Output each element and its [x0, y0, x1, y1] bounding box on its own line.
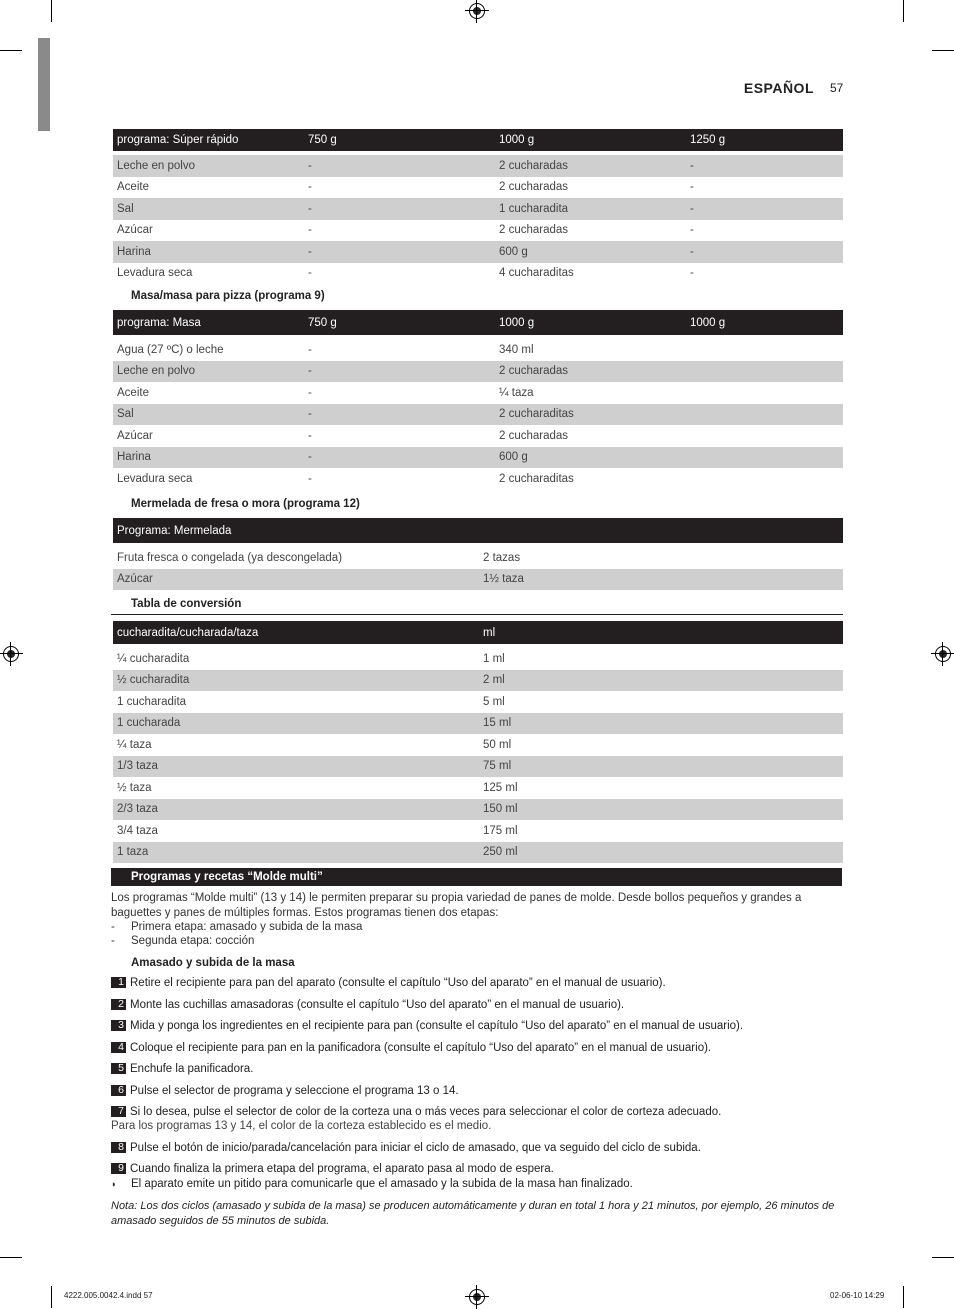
step-item: [111, 1163, 554, 1175]
table-cell: -: [686, 241, 843, 263]
mermelada-heading: Mermelada de fresa o mora (programa 12): [131, 498, 360, 510]
step-number: 1: [111, 977, 126, 988]
table-header-cell: 1000 g: [495, 310, 686, 335]
table-cell: -: [690, 181, 694, 194]
table-cell: [686, 339, 843, 361]
page-number: 57: [830, 81, 844, 95]
step-number: 2: [111, 999, 126, 1010]
table-cell: Aceite: [117, 386, 149, 399]
table-cell: -: [304, 198, 495, 220]
crop-mark: [903, 0, 904, 22]
step-number: 8: [111, 1142, 126, 1153]
registration-mark-icon: [469, 1289, 485, 1305]
footer-date: 02-06-10 14:29: [830, 1291, 885, 1300]
table-cell: -: [304, 241, 495, 263]
crop-mark: [0, 50, 22, 51]
table-row: [113, 670, 843, 692]
table-cell: Azúcar: [113, 569, 479, 591]
step-number: 7: [111, 1106, 126, 1117]
step-text: Retire el recipiente para pan del aparato (consulte el capítulo “Uso del aparato” en el manual de usuario).: [130, 977, 666, 989]
table-row: [113, 339, 843, 361]
table-cell: ½ taza: [117, 781, 152, 794]
table-cell: Azúcar: [117, 429, 153, 442]
table-cell: Leche en polvo: [113, 361, 304, 383]
step-item: [111, 999, 624, 1011]
table-cell: Harina: [113, 447, 304, 469]
step-number: 4: [111, 1042, 126, 1053]
table-cell: -: [304, 404, 495, 426]
table-cell: -: [308, 472, 312, 485]
language-header: ESPAÑOL: [743, 80, 814, 96]
crop-mark: [932, 1257, 954, 1258]
table-row: [113, 468, 843, 490]
table-cell: Azúcar: [117, 224, 153, 237]
table-cell: -: [308, 224, 312, 237]
step-7-note: Para los programas 13 y 14, el color de la corteza establecido es el medio.: [111, 1120, 492, 1132]
stage-list-item: - Segunda etapa: cocción: [111, 935, 255, 947]
table-cell: -: [690, 224, 694, 237]
table-row: [113, 361, 843, 383]
section-title-bar: Programas y recetas “Molde multi”: [111, 868, 842, 886]
table-row: [113, 382, 843, 404]
table-cell: 2 cucharaditas: [499, 472, 574, 485]
crop-mark: [51, 0, 52, 22]
table-row: [113, 820, 843, 842]
table-header-cell: 750 g: [304, 129, 495, 151]
table-cell: 340 ml: [499, 343, 534, 356]
side-tab-marker: [38, 38, 50, 131]
step-text: Si lo desea, pulse el selector de color de la corteza una o más veces para seleccionar el color de corteza adecuado.: [130, 1106, 722, 1118]
table-cell: ¼ taza: [117, 738, 152, 751]
table-cell: 1 cucharadita: [495, 198, 686, 220]
table-cell: 2 cucharadas: [499, 181, 569, 194]
table-cell: 4 cucharaditas: [499, 267, 574, 280]
table-cell: Levadura seca: [117, 472, 193, 485]
intro-paragraph: Los programas “Molde multi” (13 y 14) le permiten preparar su propia variedad de panes de molde. Desde bollos pequeños y grandes a baguettes y panes de múltiples formas. Estos programas tienen dos etapas:: [111, 892, 802, 919]
registration-mark-icon: [935, 646, 951, 662]
table-cell: 2 cucharadas: [495, 361, 686, 383]
table-header-cell: 1000 g: [686, 310, 843, 335]
table-row: [113, 198, 843, 220]
table-cell: 1 cucharadita: [117, 695, 187, 708]
table-cell: -: [690, 267, 694, 280]
table-cell: 2 ml: [479, 670, 843, 692]
stage-text: Segunda etapa: cocción: [131, 935, 255, 947]
table-row: [113, 155, 843, 177]
table-cell: ¼ cucharadita: [117, 652, 190, 665]
crop-mark: [0, 1257, 22, 1258]
table-super-rapido: [113, 129, 843, 284]
table-cell: [686, 382, 843, 404]
masa-heading: Masa/masa para pizza (programa 9): [131, 290, 325, 302]
amasado-heading: Amasado y subida de la masa: [131, 957, 295, 969]
step-item: [111, 1020, 743, 1032]
table-header-cell: Programa: Mermelada: [113, 518, 843, 543]
table-cell: 2/3 taza: [113, 799, 479, 821]
table-cell: 15 ml: [479, 713, 843, 735]
table-cell: 600 g: [495, 447, 686, 469]
table-row: [113, 425, 843, 447]
table-cell: 1/3 taza: [113, 756, 479, 778]
table-cell: Fruta fresca o congelada (ya descongelada): [117, 551, 343, 564]
table-cell: Leche en polvo: [113, 155, 304, 177]
table-cell: [686, 361, 843, 383]
result-arrow-icon: ◗: [111, 1179, 117, 1189]
table-header-cell: ml: [479, 621, 843, 644]
table-cell: ½ cucharadita: [113, 670, 479, 692]
table-cell: Sal: [113, 198, 304, 220]
conversion-heading: Tabla de conversión: [131, 598, 242, 610]
step-item: [111, 1142, 701, 1154]
table-cell: 2 tazas: [483, 551, 521, 564]
step-text: Pulse el selector de programa y seleccione el programa 13 o 14.: [130, 1085, 459, 1097]
step-text: Pulse el botón de inicio/parada/cancelación para iniciar el ciclo de amasado, que va seguido del ciclo de subida.: [130, 1142, 701, 1154]
step-item: [111, 977, 666, 989]
table-cell: Sal: [113, 404, 304, 426]
table-cell: -: [304, 361, 495, 383]
table-header-cell: cucharadita/cucharada/taza: [113, 621, 479, 644]
table-cell: 2 cucharadas: [495, 155, 686, 177]
table-mermelada: [113, 518, 843, 590]
step-item: [111, 1063, 253, 1075]
table-header-cell: programa: Súper rápido: [113, 129, 304, 151]
table-cell: -: [686, 155, 843, 177]
table-cell: [686, 404, 843, 426]
result-text: El aparato emite un pitido para comunicarle que el amasado y la subida de la masa han finalizado.: [131, 1178, 633, 1190]
table-header-row: [113, 310, 843, 335]
step-text: Monte las cuchillas amasadoras (consulte el capítulo “Uso del aparato” en el manual de usuario).: [130, 999, 625, 1011]
table-cell: 2 cucharaditas: [495, 404, 686, 426]
table-cell: 1 cucharada: [113, 713, 479, 735]
step-text: Coloque el recipiente para pan en la panificadora (consulte el capítulo “Uso del aparato” en el manual de usuario).: [130, 1042, 712, 1054]
table-row: [113, 713, 843, 735]
table-cell: Agua (27 ºC) o leche: [117, 343, 224, 356]
crop-mark: [932, 50, 954, 51]
table-row: [113, 569, 843, 591]
table-header-row: [113, 621, 843, 644]
table-row: [113, 263, 843, 285]
note-paragraph: Nota: Los dos ciclos (amasado y subida de la masa) se producen automáticamente y duran en total 1 hora y 21 minutos, por ejemplo, 26 minutos de amasado seguidos de 55 minutos de subida.: [111, 1200, 835, 1227]
table-cell: -: [304, 155, 495, 177]
result-item: [111, 1178, 633, 1190]
table-header-row: [113, 518, 843, 543]
table-cell: [686, 447, 843, 469]
table-row: [113, 691, 843, 713]
table-row: [113, 842, 843, 864]
table-header-cell: programa: Masa: [113, 310, 304, 335]
table-row: [113, 177, 843, 199]
table-row: [113, 547, 843, 569]
table-cell: 600 g: [495, 241, 686, 263]
section-rule: [111, 614, 843, 615]
step-number: 5: [111, 1063, 126, 1074]
table-masa: [113, 310, 843, 490]
table-cell: 2 cucharadas: [499, 224, 569, 237]
step-item: [111, 1042, 711, 1054]
table-conversion: [113, 621, 843, 863]
table-header-row: [113, 129, 843, 151]
step-number: 3: [111, 1020, 126, 1031]
table-row: [113, 404, 843, 426]
table-cell: Harina: [113, 241, 304, 263]
table-row: [113, 241, 843, 263]
table-cell: 250 ml: [479, 842, 843, 864]
table-cell: 1 ml: [483, 652, 505, 665]
registration-mark-icon: [3, 646, 19, 662]
table-cell: [686, 425, 843, 447]
table-cell: Aceite: [117, 181, 149, 194]
table-cell: -: [304, 447, 495, 469]
step-text: Enchufe la panificadora.: [130, 1063, 254, 1075]
table-cell: 2 cucharadas: [499, 429, 569, 442]
step-item: [111, 1085, 459, 1097]
table-cell: 5 ml: [483, 695, 505, 708]
table-row: [113, 799, 843, 821]
table-cell: 3/4 taza: [117, 824, 158, 837]
crop-mark: [903, 1286, 904, 1308]
table-cell: -: [686, 198, 843, 220]
table-row: [113, 756, 843, 778]
table-cell: [686, 468, 843, 490]
step-text: Mida y ponga los ingredientes en el recipiente para pan (consulte el capítulo “Uso del aparato” en el manual de usuario).: [130, 1020, 744, 1032]
table-cell: -: [308, 181, 312, 194]
table-cell: -: [308, 429, 312, 442]
step-number: 9: [111, 1163, 126, 1174]
step-text: Cuando finaliza la primera etapa del programa, el aparato pasa al modo de espera.: [130, 1163, 554, 1175]
table-cell: 1½ taza: [479, 569, 843, 591]
table-cell: -: [308, 267, 312, 280]
table-cell: -: [308, 343, 312, 356]
table-row: [113, 220, 843, 242]
crop-mark: [51, 1286, 52, 1308]
table-row: [113, 734, 843, 756]
table-cell: -: [308, 386, 312, 399]
table-cell: Levadura seca: [117, 267, 193, 280]
registration-mark-icon: [469, 3, 485, 19]
table-cell: 150 ml: [479, 799, 843, 821]
table-row: [113, 777, 843, 799]
step-number: 6: [111, 1085, 126, 1096]
step-item: [111, 1106, 721, 1118]
table-header-cell: 750 g: [304, 310, 495, 335]
table-cell: 50 ml: [483, 738, 512, 751]
table-cell: 125 ml: [483, 781, 518, 794]
table-row: [113, 648, 843, 670]
table-cell: ¼ taza: [499, 386, 534, 399]
table-header-cell: 1000 g: [495, 129, 686, 151]
table-cell: 75 ml: [479, 756, 843, 778]
table-header-cell: 1250 g: [686, 129, 843, 151]
footer-file: 4222.005.0042.4.indd 57: [64, 1291, 153, 1300]
table-cell: 1 taza: [113, 842, 479, 864]
stage-text: Primera etapa: amasado y subida de la masa: [131, 921, 363, 933]
table-row: [113, 447, 843, 469]
stage-list-item: - Primera etapa: amasado y subida de la masa: [111, 921, 363, 933]
table-cell: 175 ml: [483, 824, 518, 837]
